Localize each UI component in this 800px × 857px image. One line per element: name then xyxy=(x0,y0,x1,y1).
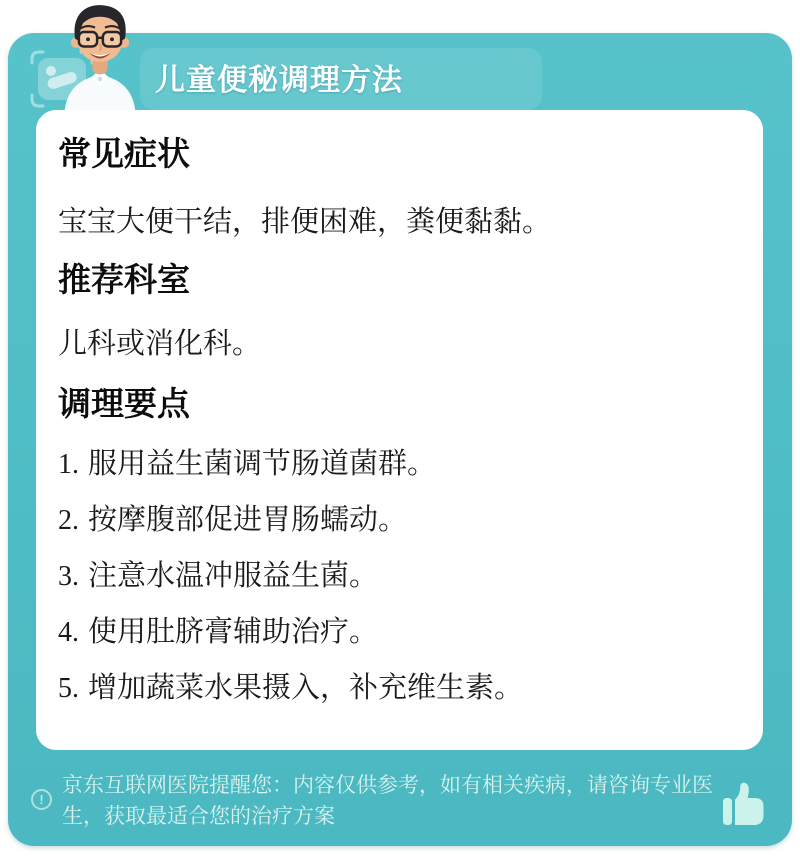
list-item xyxy=(58,502,741,539)
list-item-number: 3. xyxy=(58,561,79,592)
list-item-number: 4. xyxy=(58,617,79,648)
page-title: 儿童便秘调理方法 xyxy=(155,64,403,97)
footer xyxy=(0,770,800,846)
section-body-symptoms: 宝宝大便干结，排便困难，粪便黏黏。 xyxy=(58,206,552,238)
list-item xyxy=(58,558,741,595)
list-item-text: 增加蔬菜水果摄入，补充维生素。 xyxy=(88,672,524,704)
list-item-text: 按摩腹部促进胃肠蠕动。 xyxy=(88,504,408,536)
alert-circle-icon: ! xyxy=(31,789,52,810)
thumbs-up-icon[interactable] xyxy=(720,778,768,828)
section-body-department: 儿科或消化科。 xyxy=(58,328,262,360)
list-item-number: 2. xyxy=(58,505,79,536)
list-item-text: 使用肚脐膏辅助治疗。 xyxy=(88,616,379,648)
list-item xyxy=(58,614,741,651)
list-item xyxy=(58,670,741,707)
section-heading-key-points: 调理要点 xyxy=(58,385,190,422)
section-heading-symptoms: 常见症状 xyxy=(58,135,190,172)
list-item-text: 服用益生菌调节肠道菌群。 xyxy=(88,448,437,480)
list-item xyxy=(58,446,741,483)
disclaimer-text: 京东互联网医院提醒您：内容仅供参考，如有相关疾病，请咨询专业医生，获取最适合您的治疗方案 xyxy=(62,774,713,828)
doctor-avatar xyxy=(52,2,148,113)
list-item-number: 1. xyxy=(58,449,79,480)
content-card xyxy=(36,110,763,750)
list-item-number: 5. xyxy=(58,673,79,704)
section-heading-department: 推荐科室 xyxy=(58,261,190,298)
advice-list xyxy=(58,446,741,707)
list-item-text: 注意水温冲服益生菌。 xyxy=(88,560,379,592)
